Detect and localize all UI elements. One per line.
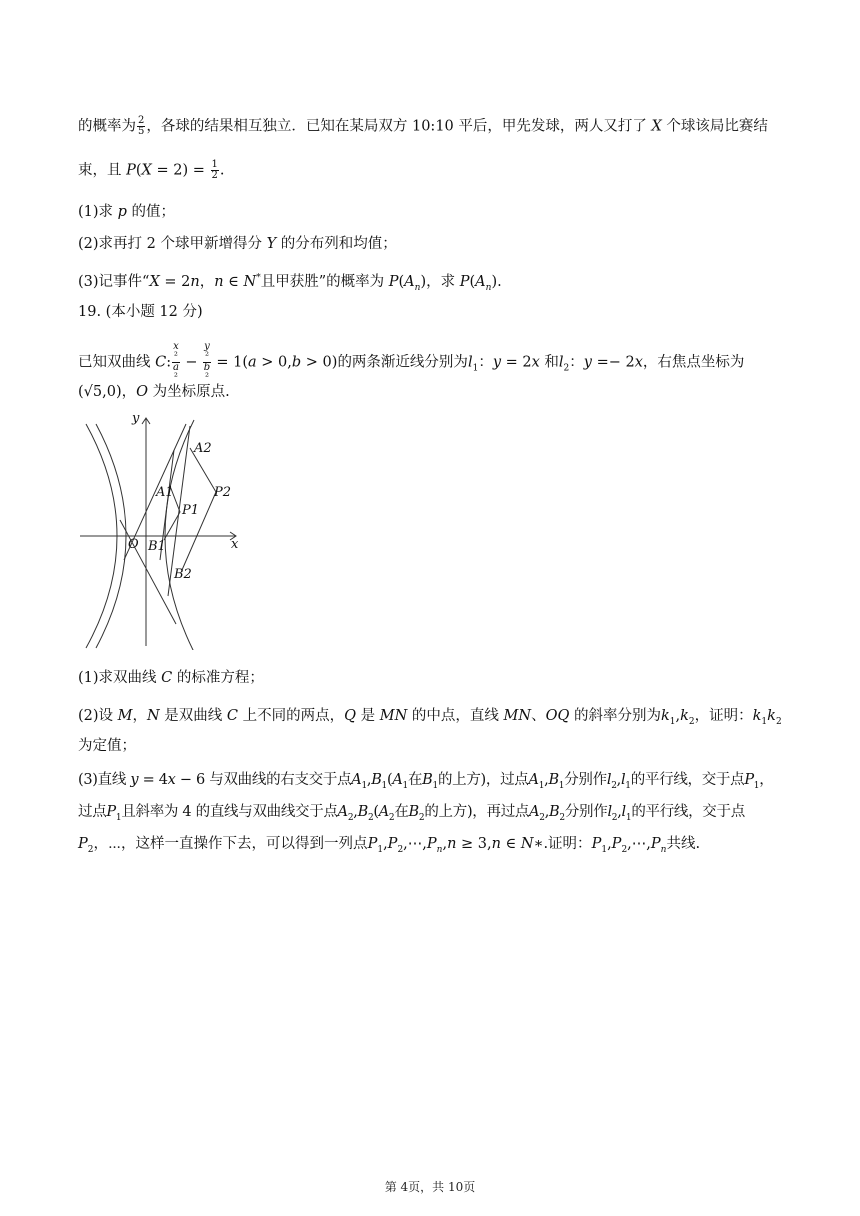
q19-part1: (1)求双曲线 C 的标准方程； xyxy=(78,670,264,686)
fraction-two-fifths: $\frac{2}{5}$ xyxy=(138,115,145,137)
q19-stem2: (√5,0)，O 为坐标原点. xyxy=(78,384,230,400)
q18-part3: (3)记事件“X = 2n，n ∈ N*且甲获胜”的概率为 $P(A_n)$，求 $P(A_n)$. xyxy=(78,273,502,293)
page-footer: 第 4页，共 10页 xyxy=(384,1180,476,1194)
figure-label-P2: P2 xyxy=(214,485,232,500)
q19-part3a: (3)直线 y = 4x − 6 与双曲线的右支交于点$A_1,B_1(A_1$在$B_1$的上方)，过点$A_1,B_1$分别作$l_2,l_1$的平行线，交于点$P_1$， xyxy=(78,772,774,791)
hyperbola-right-branch xyxy=(165,420,194,650)
q18-part2: (2)求再打 2 个球甲新增得分 Y 的分布列和均值； xyxy=(78,236,397,252)
q19-part2a: (2)设 M，N 是双曲线 C 上不同的两点，Q 是 MN 的中点，直线 MN、OQ 的斜率分别为$k_1,k_2$，证明：$k_1k_2$ xyxy=(78,708,782,727)
q19-part3c: $P_2$，⋯，这样一直操作下去，可以得到一列点$P_1,P_2,\cdots,P_n,n \ge 3,n$ ∈ N∗.证明：$P_1,P_2,\cdots,P_n$共线. xyxy=(78,836,701,855)
figure-label-origin: O xyxy=(128,537,139,552)
fraction-y2-b2: y ² b ² xyxy=(203,341,211,383)
q19-header: 19. (本小题 12 分) xyxy=(78,304,203,320)
figure-label-P1: P1 xyxy=(182,503,200,518)
figure-label-B1: B1 xyxy=(148,539,166,554)
q19-part3b: 过点$P_1$且斜率为 4 的直线与双曲线交于点$A_2,B_2(A_2$在$B_2$的上方)，再过点$A_2,B_2$分别作$l_2,l_1$的平行线，交于点 xyxy=(78,804,745,823)
figure-label-x: x xyxy=(231,537,239,552)
figure-label-y: y xyxy=(132,411,140,426)
fraction-x2-a2: x ² a ² xyxy=(172,341,179,383)
q18-line1: 的概率为 $\frac{2}{5}$ ，各球的结果相互独立．已知在某局双方 10:10 平后，甲先发球，两人又打了 X 个球该局比赛结 xyxy=(78,115,768,137)
q18-line2: 束，且 P(X = 2) = $\frac{1}{2}$ . xyxy=(78,159,225,181)
figure-label-B2: B2 xyxy=(174,567,192,582)
figure-label-A1: A1 xyxy=(156,485,174,500)
fraction-one-half: $\frac{1}{2}$ xyxy=(211,159,218,181)
hyperbola-figure xyxy=(76,410,256,650)
q19-stem1: 已知双曲线 C: x ² a ² − y ² b ² = 1(a > 0,b > 0)的两条渐近线分别为$l_1$：y = 2x 和$l_2$：y =− 2x，右焦点坐标为 xyxy=(78,341,745,383)
q18-part1: (1)求 p 的值； xyxy=(78,204,176,220)
figure-label-A2: A2 xyxy=(194,441,212,456)
q19-part2b: 为定值； xyxy=(78,738,136,754)
